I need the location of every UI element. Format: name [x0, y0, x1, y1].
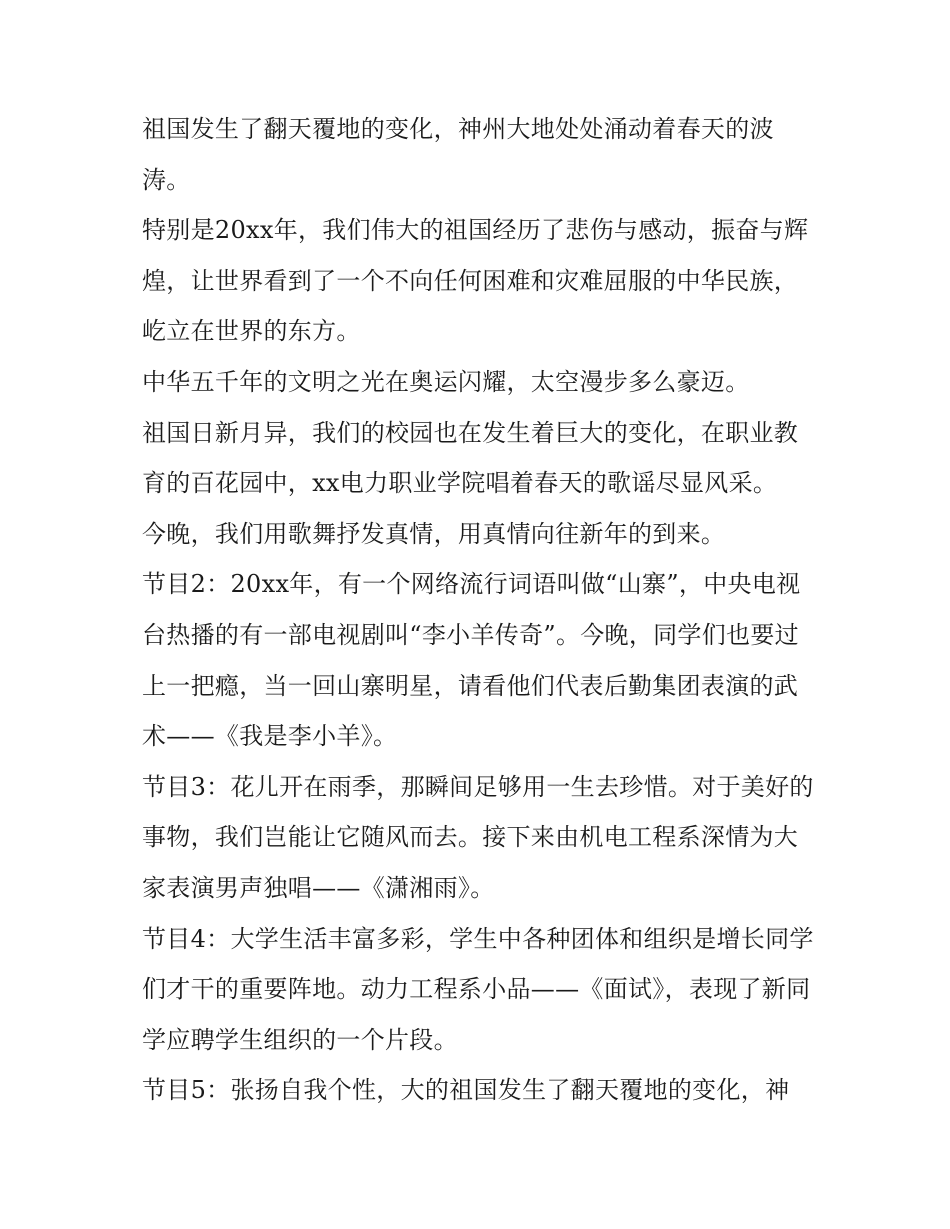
paragraph-2: 特别是20xx年，我们伟大的祖国经历了悲伤与感动，振奋与辉煌，让世界看到了一个不向任何困难和灾难屈服的中华民族，屹立在世界的东方。: [142, 216, 809, 346]
document-body: [142, 104, 822, 1116]
paragraph-5: 今晚，我们用歌舞抒发真情，用真情向往新年的到来。: [142, 519, 726, 548]
paragraph-7: 节目3：花儿开在雨季，那瞬间足够用一生去珍惜。对于美好的事物，我们岂能让它随风而去。接下来由机电工程系深情为大家表演男声独唱——《潇湘雨》。: [142, 772, 814, 902]
paragraph-9: 节目5：张扬自我个性，大的祖国发生了翻天覆地的变化，神: [142, 1076, 790, 1105]
paragraph-8: 节目4：大学生活丰富多彩，学生中各种团体和组织是增长同学们才干的重要阵地。动力工程系小品——《面试》，表现了新同学应聘学生组织的一个片段。: [142, 924, 814, 1054]
paragraph-3: 中华五千年的文明之光在奥运闪耀，太空漫步多么豪迈。: [142, 367, 750, 396]
paragraph-4: 祖国日新月异，我们的校园也在发生着巨大的变化，在职业教育的百花园中，xx电力职业学院唱着春天的歌谣尽显风采。: [142, 418, 799, 498]
paragraph-6: 节目2：20xx年，有一个网络流行词语叫做“山寨”，中央电视台热播的有一部电视剧叫“李小羊传奇”。今晚，同学们也要过上一把瘾，当一回山寨明星，请看他们代表后勤集团表演的武术——《我是李小羊》。: [142, 570, 801, 751]
paragraph-1: 祖国发生了翻天覆地的变化，神州大地处处涌动着春天的波涛。: [142, 115, 774, 194]
